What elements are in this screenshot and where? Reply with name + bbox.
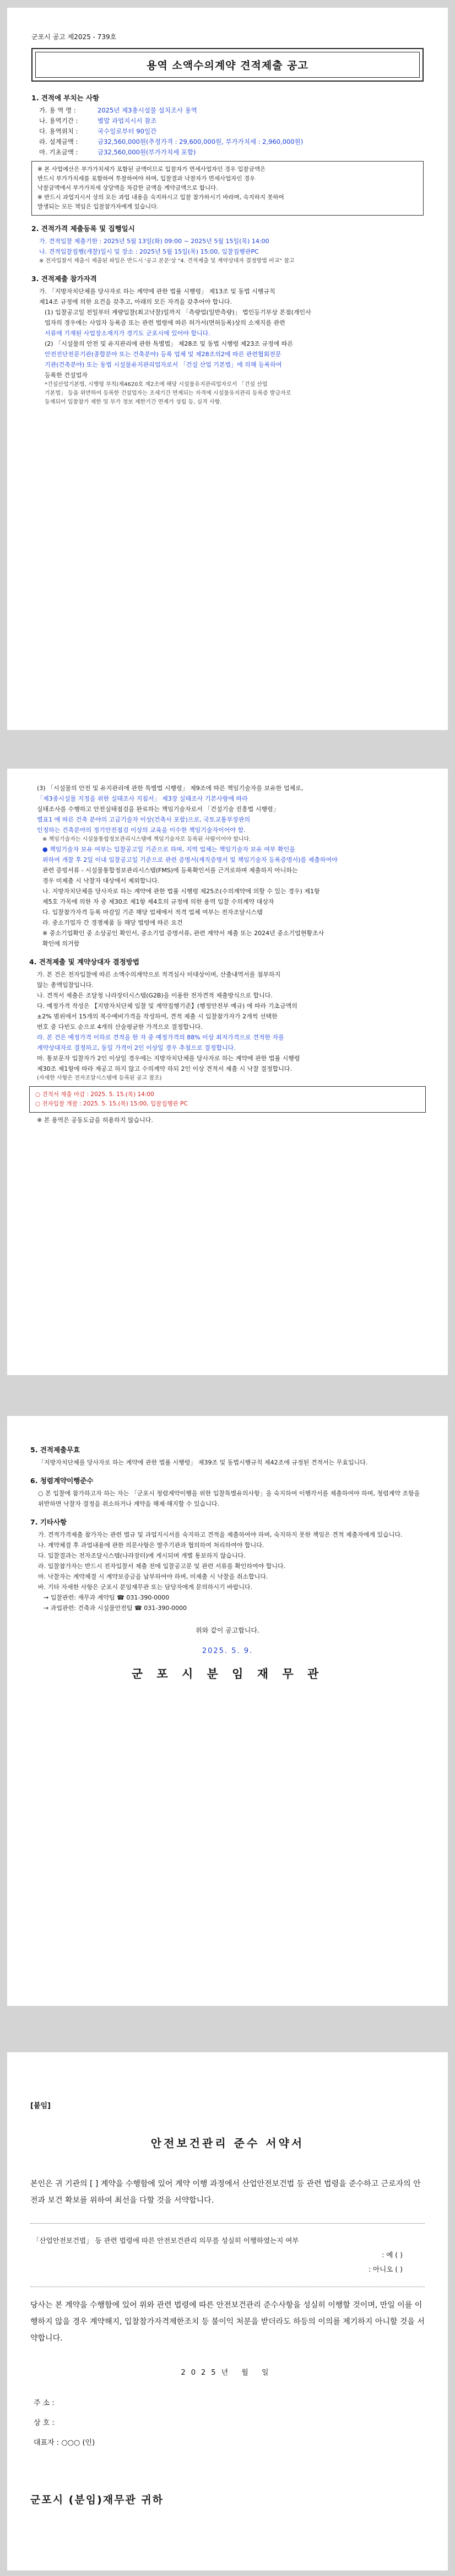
section-2-body: [31, 236, 424, 266]
section-4-body: [29, 969, 426, 1083]
pledge-date: 2025년 월 일: [181, 2369, 274, 2377]
qualification-line: 라. 중소기업자 간 경쟁제품 등 해당 법령에 따른 요건: [42, 919, 183, 926]
document-number: 군포시 공고 제2025 - 739호: [31, 33, 117, 41]
section-4-heading: 4. 견적제출 및 계약상대자 결정방법: [29, 958, 139, 966]
section-3-line: 업자의 경우에는 사업자 등록증 또는 관련 법령에 따른 허가서(면허등록)상의 소재지를 관련: [45, 319, 285, 326]
section-3-line: 기관(건축분야) 또는 동법 시설물유지관리업자로서 「건설 산업 기본법」에 의해 등록하여: [45, 361, 282, 368]
qualification-line: 다. 입찰참가자격 등록 마감일 기준 해당 업체에서 적격 업체 여부는 전자조달시스템: [42, 909, 263, 916]
announcement-date: 2025. 5. 9.: [202, 1647, 253, 1655]
title-box: [31, 48, 424, 82]
qualification-line: 「제3종시설물 지정을 위한 실태조사 지침서」 제3장 실태조사 기본사항에 따라: [37, 795, 248, 802]
section-5-heading: 5. 견적제출무효: [30, 1446, 80, 1454]
issuing-agency: 군 포 시 분 임 재 무 관: [131, 1667, 324, 1681]
section-7-line: 라. 입찰참가자는 반드시 전자입찰서 제출 전에 입찰공고문 및 관련 서류를 확인하여야 합니다.: [38, 1563, 286, 1570]
item-row: [31, 147, 424, 158]
section-3-line: 제14조 규정에 의한 요건을 갖추고, 아래의 모든 자격을 갖추어야 합니다.: [39, 298, 232, 305]
section-6-heading: 6. 청렴계약이행준수: [30, 1477, 94, 1485]
section-2-heading: 2. 견적가격 제출등록 및 집행일시: [31, 224, 135, 233]
section-2-line: 나. 견적입찰집행(개찰)일시 및 장소 : 2025년 5월 15일(목) 15:00, 입찰집행관PC: [39, 248, 259, 255]
note-box: [31, 161, 424, 216]
item-row: [31, 116, 424, 126]
qualification-line: ※ 중소기업확인 중 소상공인 확인서, 중소기업 증명서류, 관련 계약서 제출 또는 2024년 중소기업현황조사: [42, 930, 324, 937]
qualification-line: ※ 책임기술자는 시설물통합정보관리시스템에 책임기술자로 등록된 사람이어야 합니다.: [42, 836, 251, 842]
checklist: [30, 2234, 425, 2277]
section-3-line: (1) 입찰공고일 전일부터 계량입찰(최고낙찰)일까지 「측량업(일반측량)」 법인등기부상 본점(개인사: [45, 309, 311, 316]
footer-note: ※ 본 용역은 공동도급을 허용하지 않습니다.: [37, 1117, 153, 1124]
section-4-line: 않는 총액입찰입니다.: [37, 981, 94, 989]
qualification-line: 위하여 개찰 후 2일 이내 입찰공고일 기준으로 관련 증명서(재직증명서 및 책임기술자 등록증명서)를 제출하여야: [42, 856, 338, 863]
section-3-line: 서류에 기재된 사업장소재지가 경기도 군포시에 있어야 합니다.: [45, 330, 210, 337]
checklist-line: : 아니오 ( ): [368, 2265, 403, 2273]
section-3-line: *건설산업기본법, 시행령 부칙(제4620호 제2조에 해당 시설물유지관리업자로서 「건설 산업: [45, 382, 268, 388]
section-3-line: 등록한 건설업자: [45, 372, 88, 379]
section-4-line: 나. 견적서 제출은 조달청 나라장터시스템(G2B)을 이용한 전자견적 제출방식으로 합니다.: [37, 992, 273, 999]
section-4-line: 계약상대자로 결정하고, 동일 가격이 2인 이상일 경우 추첨으로 결정합니다.: [37, 1044, 236, 1051]
qualification-line: ● 책임기술자 보유 여부는 입찰공고일 기준으로 하며, 지역 업체는 책임기술자 보유 여부 확인을: [42, 846, 295, 853]
attachment-label: [붙임]: [30, 2102, 51, 2110]
signature-line: 상 호 :: [34, 2419, 55, 2427]
note-line: 발생되는 모든 책임은 입찰참가자에게 있습니다.: [37, 203, 159, 210]
pledge-paragraph-2: 당사는 본 계약을 수행함에 있어 위와 관련 법령에 따른 안전보건관리 준수사항을 성실히 이행할 것이며, 만일 이를 이행하지 않을 경우 계약해지, 입찰참가자격제한조치 등 불이익 처분을 받더라도 하등의 이의를 제기하지 아니할 것을 서약합니다.: [30, 2301, 425, 2343]
section-7-heading: 7. 기타사항: [30, 1518, 67, 1526]
item-value: 금32,560,000원(추정가격 : 29,600,000원, 부가가치세 : 2,960,000원): [98, 138, 304, 146]
checklist-line: : 예 ( ): [382, 2251, 403, 2259]
page-4: [7, 2052, 448, 2570]
item-value: 별말 과업지시서 참조: [98, 117, 157, 125]
pledge-paragraph-1: 본인은 귀 기관의 [ ] 계약을 수행함에 있어 계약 이행 과정에서 산업안전보건법 등 관련 법령을 준수하고 근로자의 안전과 보건 확보를 위하여 최선을 다할 것을 서약합니다.: [30, 2180, 421, 2205]
section-7-line: 다. 입찰결과는 전자조달시스템(나라장터)에 게시되며 개별 통보하지 않습니다.: [38, 1552, 246, 1559]
schedule-line: ○ 전자입찰 개찰 : 2025. 5. 15.(목) 15:00, 입찰집행관 PC: [35, 1101, 188, 1107]
section-4-line: (자세한 사항은 전자조달시스템에 등록된 공고 참조): [37, 1075, 162, 1081]
divider: [30, 2223, 425, 2224]
section-3-heading: 3. 견적제출 참가자격: [31, 275, 97, 283]
section-3-line: 기본법」 등을 위반하여 등록한 건설업자는 조세기간 면제되는 자격에 시설물유지관리 등록증 발급자로: [45, 390, 291, 396]
note-line: ※ 본 사업예산은 부가가치세가 포함된 금액이므로 입찰자가 면세사업자인 경우 입찰금액은: [37, 166, 266, 173]
section-2-line: 가. 견적입찰 제출기한 : 2025년 5월 13일(화) 09:00 ~ 2025년 5월 15일(목) 14:00: [39, 238, 269, 245]
page-1: [7, 8, 448, 730]
item-key: 나. 용역기간 :: [39, 117, 78, 125]
section-7-line: 마. 낙찰자는 계약체결 시 계약보증금을 납부하여야 하며, 미제출 시 낙찰을 취소합니다.: [38, 1573, 268, 1580]
section-3-line: 안전진단전문기관(종합분야 또는 건축분야) 등록 업체 및 제28조의2에 따른 관련협회전문: [45, 351, 281, 358]
document-title: 용역 소액수의계약 견적제출 공고: [35, 52, 420, 78]
qualification-line: 관련 증빙서류 - 시설물통합정보관리시스템(FMS)에 등록확인서를 근거로하며 제출하지 아니하는: [42, 867, 298, 874]
qualification-line: 별표1 에 따른 건축 분야의 고급기술자 이상(건축사 포함)으로, 국토교통부장관의: [37, 816, 251, 823]
section-3-line: 가. 「지방자치단체를 당사자로 하는 계약에 관한 법률 시행령」 제13조 및 동법 시행규칙: [39, 288, 275, 295]
signature-block: [30, 2393, 425, 2453]
item-value: 2025년 제3총시설물 설치조사 용역: [98, 106, 197, 114]
section-5-text: 「지방자치단체를 당사자로 하는 계약에 관한 법률 시행령」 제39조 및 동법시행규칙 제42조에 규정된 견적서는 무효입니다.: [38, 1459, 368, 1466]
schedule-line: ○ 견적서 제출 마감 : 2025. 5. 15.(목) 14:00: [35, 1091, 154, 1098]
section-4-line: 마. 통보문자 입찰자가 2인 이상일 경우에는 지방자치단체를 당사자로 하는 계약에 관한 법률 시행령: [37, 1055, 300, 1062]
item-key: 가. 용 역 명 :: [39, 106, 76, 114]
qualification-line: 경우 미제출 시 낙찰자 대상에서 제외합니다.: [42, 877, 160, 884]
item-key: 라. 설계금액 :: [39, 138, 78, 146]
qualification-line: (3) 「시설물의 안전 및 유지관리에 관한 특별법 시행령」 제9조에 따른 책임기술자를 보유한 업체로,: [37, 785, 304, 792]
item-row: [31, 137, 424, 147]
section-1-heading: 1. 견적에 부치는 사항: [31, 94, 100, 102]
note-line: 반드시 부가가치세를 포함하여 투찰하여야 하며, 입찰결과 낙찰자가 면세사업자인 경우: [37, 175, 256, 182]
pledge-title: 안전보건관리 준수 서약서: [150, 2137, 305, 2150]
item-list: [31, 105, 424, 158]
section-3-body: [31, 286, 424, 407]
item-row: [31, 126, 424, 137]
section-3-line: (2) 「시설물의 안전 및 유지관리에 관한 특별법」 제28조 및 동법 시행령 제23조 규정에 따른: [45, 340, 294, 347]
closing-text: 위와 같이 공고합니다.: [196, 1627, 259, 1634]
qualification-line: 인정하는 건축분야의 정기안전점검 이상의 교육을 이수한 책임기술자이어야 함.: [37, 827, 246, 834]
note-line: 낙찰금액에서 부가가치세 상당액을 차감한 금액을 계약금액으로 합니다.: [37, 185, 218, 191]
qualification-line: 실태조사를 수행하고 안전실태점검을 완료하는 책임기술자로서 「건설기술 진흥법 시행령」: [37, 806, 279, 813]
signature-line: 주 소 :: [34, 2399, 55, 2407]
qualification-line: 확인에 의거함: [42, 940, 80, 947]
section-7-line: 바. 기타 자세한 사항은 군포시 분임재무관 또는 담당자에게 문의하시기 바랍니다.: [38, 1584, 253, 1591]
section-4-line: 다. 예정가격 작성은 【지방자치단체 입찰 및 계약집행기준】(행정안전부 예규) 에 따라 기초금액의: [37, 1002, 297, 1010]
section-4-line: 제30조 제1항에 따라 재공고 하지 않고 수의계약 하되 2인 이상 견적서 제출 시 낙찰 결정합니다.: [37, 1065, 292, 1072]
recipient: 군포시 (분임)재무관 귀하: [30, 2494, 164, 2506]
signature-line: 대표자 : ○○○ (인): [34, 2439, 95, 2447]
qualification-line: 제5호 가목에 의한 자 중 제30조 제1항 제4호의 규정에 의한 용역 입찰 수의계약 대상자: [42, 898, 274, 905]
contact-line: → 과업관련: 건축과 시설물안전팀 ☎ 031-390-0000: [44, 1604, 187, 1612]
note-line: ※ 반드시 과업지시서 상의 모든 과업 내용을 숙지하시고 입찰 참가하시기 바라며, 숙지하지 못하여: [37, 194, 284, 201]
page-2: [7, 769, 448, 1375]
qualification-line: 나. 지방자치단체를 당사자로 하는 계약에 관한 법률 시행령 제25조(수의계약에 의할 수 있는 경우) 제1항: [42, 888, 320, 895]
item-value: 국수일로부터 90일간: [98, 127, 157, 135]
schedule-box: [29, 1086, 426, 1113]
checklist-line: 「산업안전보건법」 등 관련 법령에 따른 안전보건관리 의무를 성실히 이행하였는지 여부: [32, 2236, 299, 2245]
section-7-line: 나. 계약체결 후 과업내용에 관한 의문사항은 발주기관과 협의하여 처리하여야 합니다.: [38, 1542, 264, 1549]
section-6-text: ○ 본 입찰에 참가하고자 하는 자는 「군포시 청렴계약이행을 위한 입찰특별유의사항」을 숙지하여 이행각서를 제출하여야 하며, 청렴계약 조항을 위반하면 낙찰자 결정을 취소하거나 계약을 해제·해지할 수 있습니다.: [38, 1490, 420, 1507]
item-row: [31, 105, 424, 116]
section-4-line: 번호 중 다빈도 순으로 4개의 산술평균한 가격으로 결정합니다.: [37, 1023, 203, 1031]
contact-line: → 입찰관련: 재무과 계약팀 ☎ 031-390-0000: [44, 1594, 170, 1601]
section-2-line: ※ 전자입찰서 제출시 제출된 파일은 반드시 '공고 본문'상 "4. 견적제출 및 계약상대자 결정방법 비교" 참고: [39, 258, 295, 264]
section-4-line: 가. 본 건은 전자입찰에 따른 소액수의계약으로 적격심사 미대상이며, 산출내역서를 첨부하지: [37, 971, 281, 978]
item-key: 마. 기초금액 :: [39, 148, 78, 156]
item-value: 금32,560,000원(부가가치세 포함): [98, 148, 196, 156]
item-key: 다. 용역위치 :: [39, 127, 78, 135]
section-4-line: ±2% 범위에서 15개의 복수예비가격을 작성하여, 견적 제출 시 입찰참가자가 2개씩 선택한: [37, 1013, 278, 1020]
section-7-body: [30, 1530, 425, 1592]
page-3: [7, 1416, 448, 2006]
section-3-line: 등재되어 입찰참가 제한 및 부가 정보 제한기간 면제가 성립 등, 실격 사항.: [45, 399, 222, 405]
section-4-line: 라. 본 건은 예정가격 이하로 견적을 한 자 중 예정가격의 88% 이상 최저가격으로 견적한 자를: [37, 1034, 284, 1041]
contacts: [30, 1592, 425, 1613]
section-7-line: 가. 견적가격제출 참가자는 관련 법규 및 과업지시서를 숙지하고 견적을 제출하여야 하며, 숙지하지 못한 책임은 견적 제출자에게 있습니다.: [38, 1531, 403, 1538]
qualification-body: [29, 783, 426, 949]
